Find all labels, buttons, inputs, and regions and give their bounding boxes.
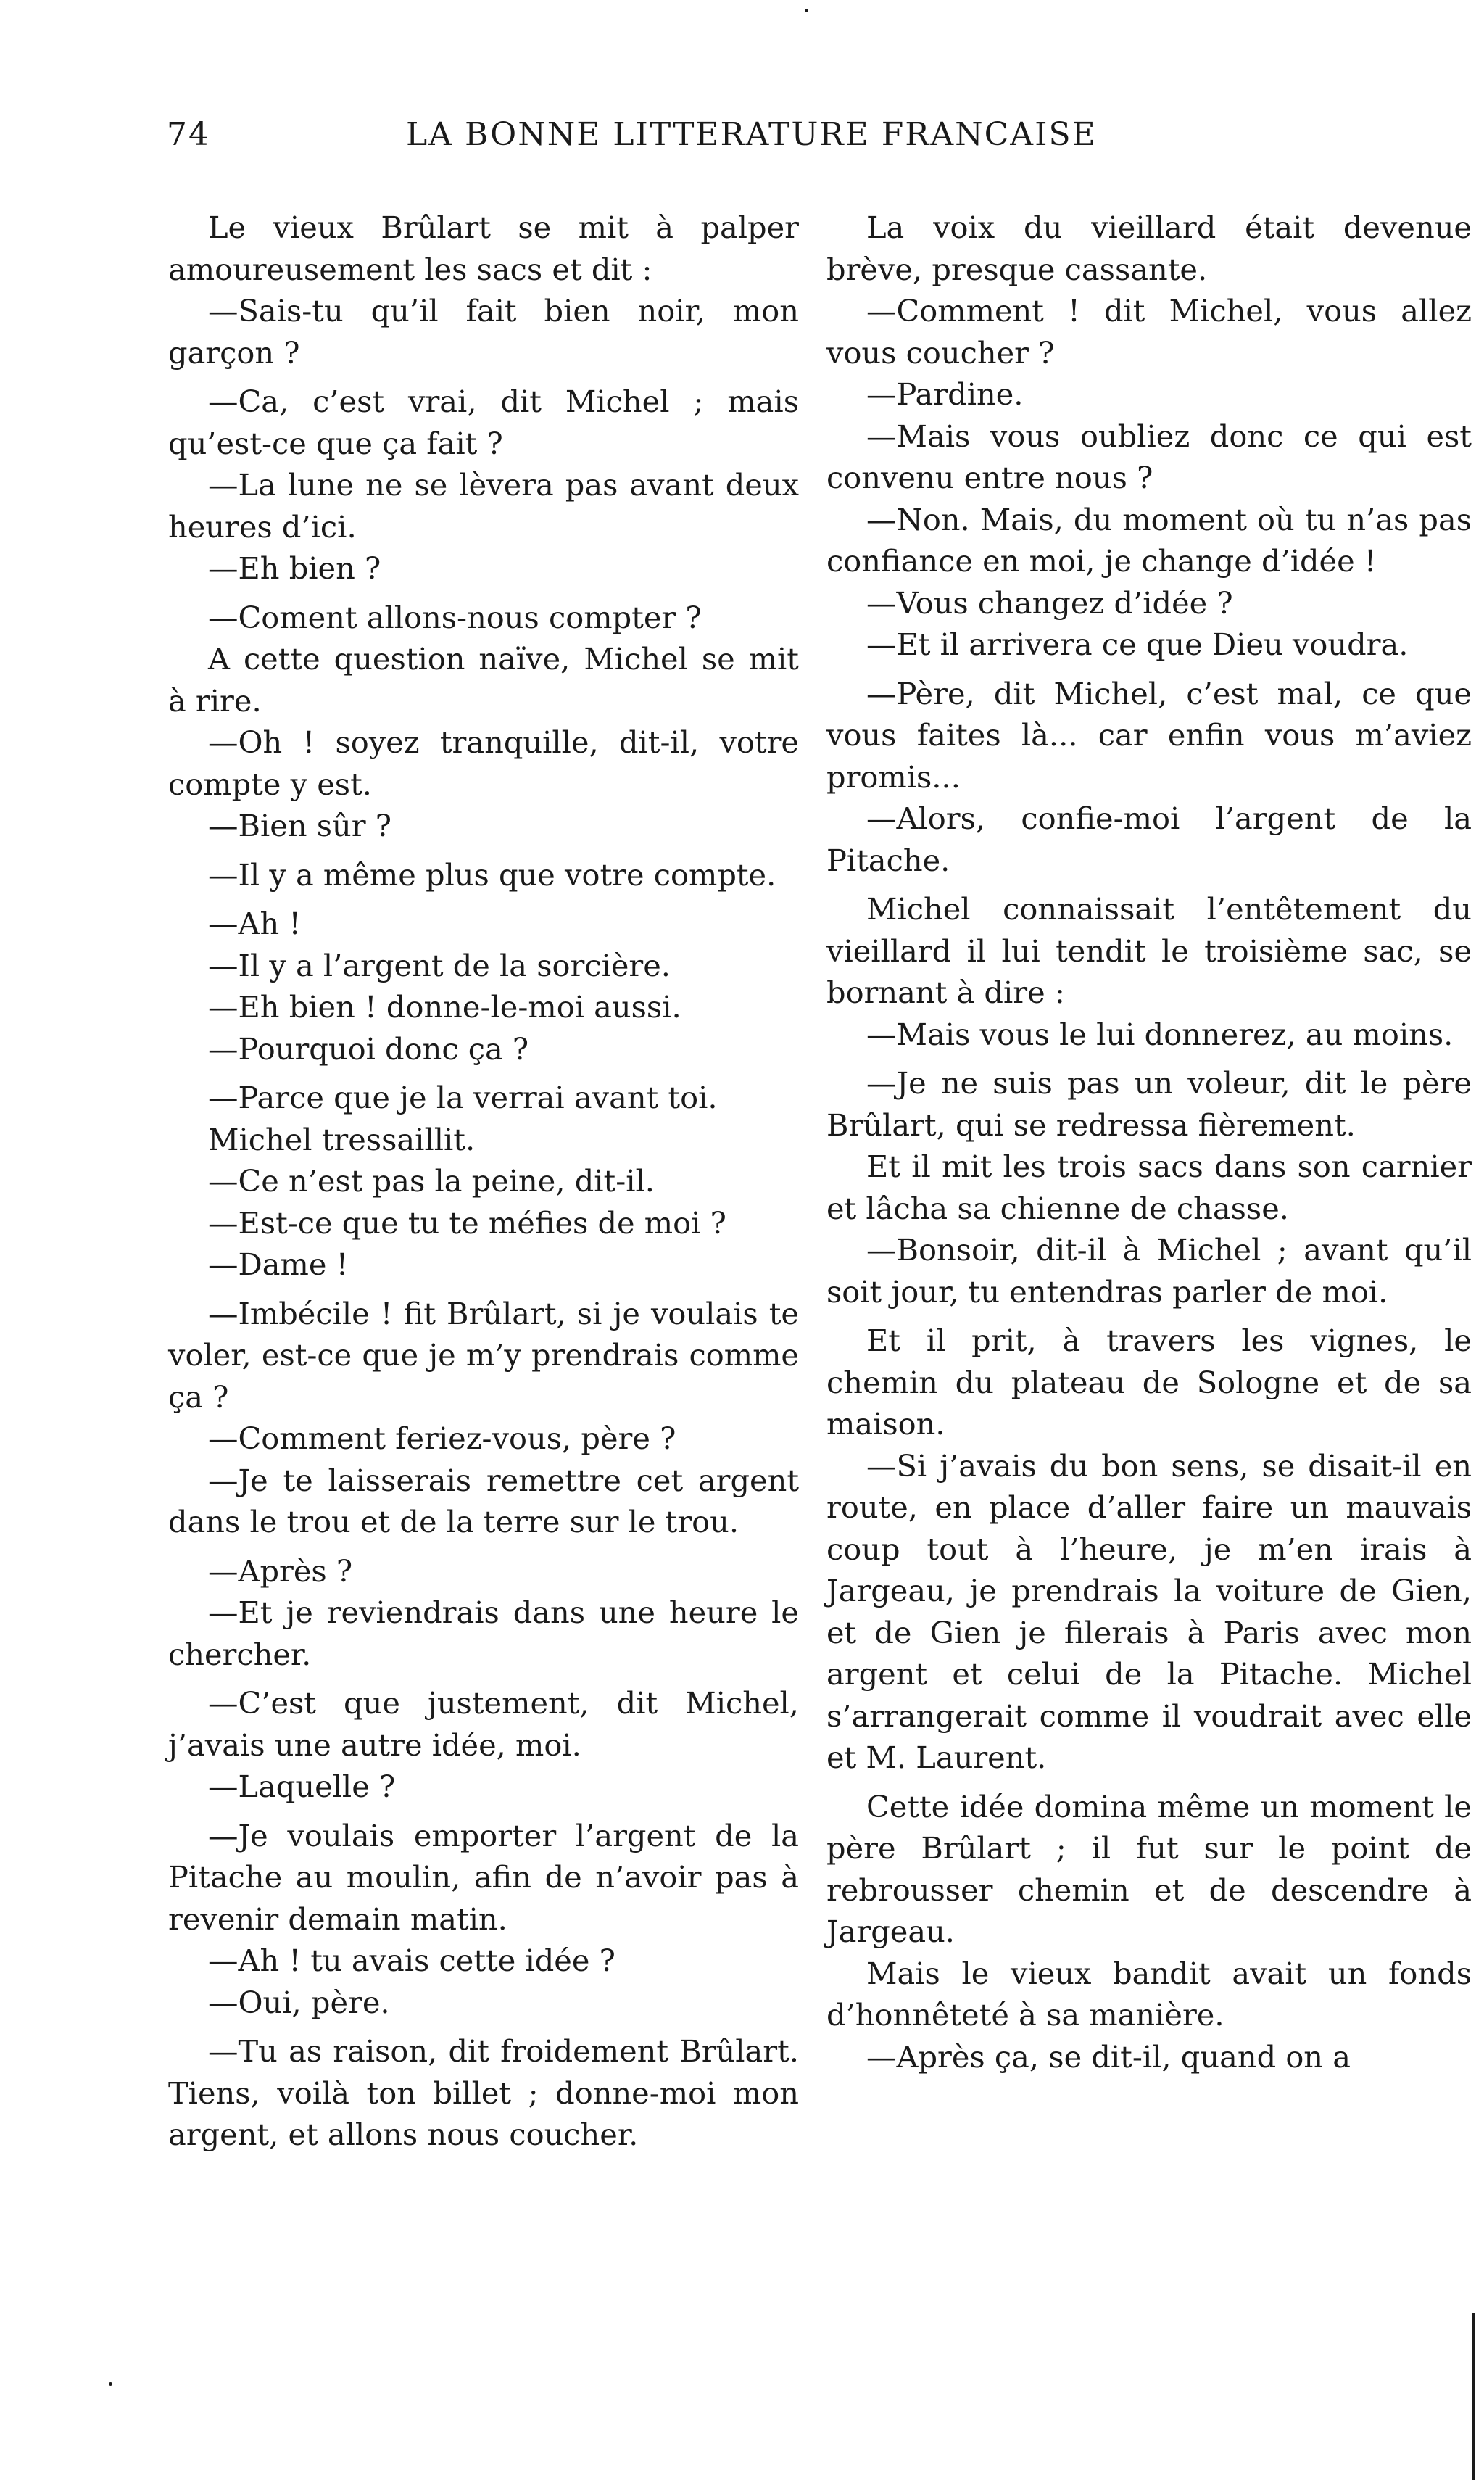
paragraph: Mais le vieux bandit avait un fonds d’honnêteté à sa manière. <box>826 1955 1472 2033</box>
paragraph: —Comment ! dit Michel, vous allez vous coucher ? <box>826 293 1472 371</box>
paragraph: —Pardine. <box>866 376 1024 412</box>
paragraph: —Mais vous oubliez donc ce qui est convenu entre nous ? <box>826 418 1472 495</box>
paragraph: —Après ça, se dit-il, quand on a <box>866 2038 1351 2075</box>
left-column <box>168 207 799 2156</box>
paragraph: —Coment allons-nous compter ? <box>208 599 702 635</box>
paragraph: —Vous changez d’idée ? <box>866 584 1233 621</box>
paragraph: —Laquelle ? <box>208 1769 396 1804</box>
paragraph: —Non. Mais, du moment où tu n’as pas confiance en moi, je change d’idée ! <box>826 501 1472 579</box>
paragraph: —La lune ne se lèvera pas avant deux heures d’ici. <box>168 467 799 545</box>
paragraph: —Est-ce que tu te méfies de moi ? <box>208 1204 726 1241</box>
paragraph: —Il y a même plus que votre compte. <box>208 856 776 893</box>
paragraph: Le vieux Brûlart se mit à palper amoureusement les sacs et dit : <box>168 210 799 287</box>
paragraph: —Ah ! <box>208 906 302 941</box>
paragraph: —Je voulais emporter l’argent de la Pitache au moulin, afin de n’avoir pas à revenir demain matin. <box>168 1817 799 1937</box>
paragraph: —Il y a l’argent de la sorcière. <box>208 947 671 983</box>
paragraph: —C’est que justement, dit Michel, j’avais une autre idée, moi. <box>168 1685 799 1763</box>
paragraph: —Ca, c’est vrai, dit Michel ; mais qu’est-ce que ça fait ? <box>168 384 799 461</box>
paragraph: Et il mit les trois sacs dans son carnier et lâcha sa chienne de chasse. <box>826 1149 1472 1226</box>
paragraph: La voix du vieillard était devenue brève, presque cassante. <box>826 210 1472 287</box>
paragraph: —Parce que je la verrai avant toi. <box>208 1080 718 1115</box>
paragraph: —Bien sûr ? <box>208 808 392 843</box>
paragraph: —Eh bien ! donne-le-moi aussi. <box>208 989 681 1025</box>
right-column <box>826 207 1472 2077</box>
paragraph: Michel tressaillit. <box>208 1121 476 1157</box>
paragraph: Et il prit, à travers les vignes, le chemin du plateau de Sologne et de sa maison. <box>826 1323 1472 1442</box>
paragraph: —Bonsoir, dit-il à Michel ; avant qu’il soit jour, tu entendras parler de moi. <box>826 1232 1472 1310</box>
paragraph: —Et je reviendrais dans une heure le chercher. <box>168 1595 799 1672</box>
paragraph: —Eh bien ? <box>208 550 381 586</box>
paragraph: —Oh ! soyez tranquille, dit-il, votre compte y est. <box>168 724 799 802</box>
paragraph: Michel connaissait l’entêtement du vieillard il lui tendit le troisième sac, se bornant à dire : <box>826 891 1472 1010</box>
paragraph: —Comment feriez-vous, père ? <box>208 1421 676 1456</box>
paragraph: —Mais vous le lui donnerez, au moins. <box>866 1016 1454 1052</box>
scan-edge-line <box>1472 2313 1475 2480</box>
paragraph: A cette question naïve, Michel se mit à rire. <box>168 641 799 719</box>
paragraph: —Pourquoi donc ça ? <box>208 1030 529 1067</box>
paragraph: —Alors, confie-moi l’argent de la Pitache. <box>826 801 1472 878</box>
paragraph: —Oui, père. <box>208 1984 390 2020</box>
paragraph: —Ce n’est pas la peine, dit-il. <box>208 1163 655 1199</box>
paragraph: —Père, dit Michel, c’est mal, ce que vous faites là... car enfin vous m’aviez promis... <box>826 675 1472 795</box>
scan-speck <box>109 2382 112 2386</box>
paragraph: —Si j’avais du bon sens, se disait-il en route, en place d’aller faire un mauvais coup tout à l’heure, je m’en irais à Jargeau, je prendrais la voiture de Gien, et de Gien je filerais à Paris avec mon argent et celui de la Pitache. Michel s’arrangerait comme il voudrait avec elle et M. Laurent. <box>826 1447 1472 1775</box>
page-number: 74 <box>167 116 210 153</box>
scan-speck <box>805 9 808 12</box>
paragraph: —Dame ! <box>208 1246 349 1282</box>
paragraph: —Je ne suis pas un voleur, dit le père Brûlart, qui se redressa fièrement. <box>826 1065 1472 1143</box>
paragraph: —Sais-tu qu’il fait bien noir, mon garçon ? <box>168 293 799 371</box>
paragraph: —Tu as raison, dit froidement Brûlart. Tiens, voilà ton billet ; donne-moi mon argent, et allons nous coucher. <box>168 2033 799 2152</box>
paragraph: —Après ? <box>208 1552 353 1589</box>
paragraph: —Ah ! tu avais cette idée ? <box>208 1943 615 1978</box>
paragraph: Cette idée domina même un moment le père Brûlart ; il fut sur le point de rebrousser chemin et de descendre à Jargeau. <box>826 1788 1472 1949</box>
running-head: LA BONNE LITTERATURE FRANCAISE <box>406 116 1097 153</box>
paragraph: —Je te laisserais remettre cet argent dans le trou et de la terre sur le trou. <box>168 1462 799 1539</box>
paragraph: —Et il arrivera ce que Dieu voudra. <box>866 627 1409 662</box>
paragraph: —Imbécile ! fit Brûlart, si je voulais te voler, est-ce que je m’y prendrais comme ça ? <box>168 1295 799 1415</box>
